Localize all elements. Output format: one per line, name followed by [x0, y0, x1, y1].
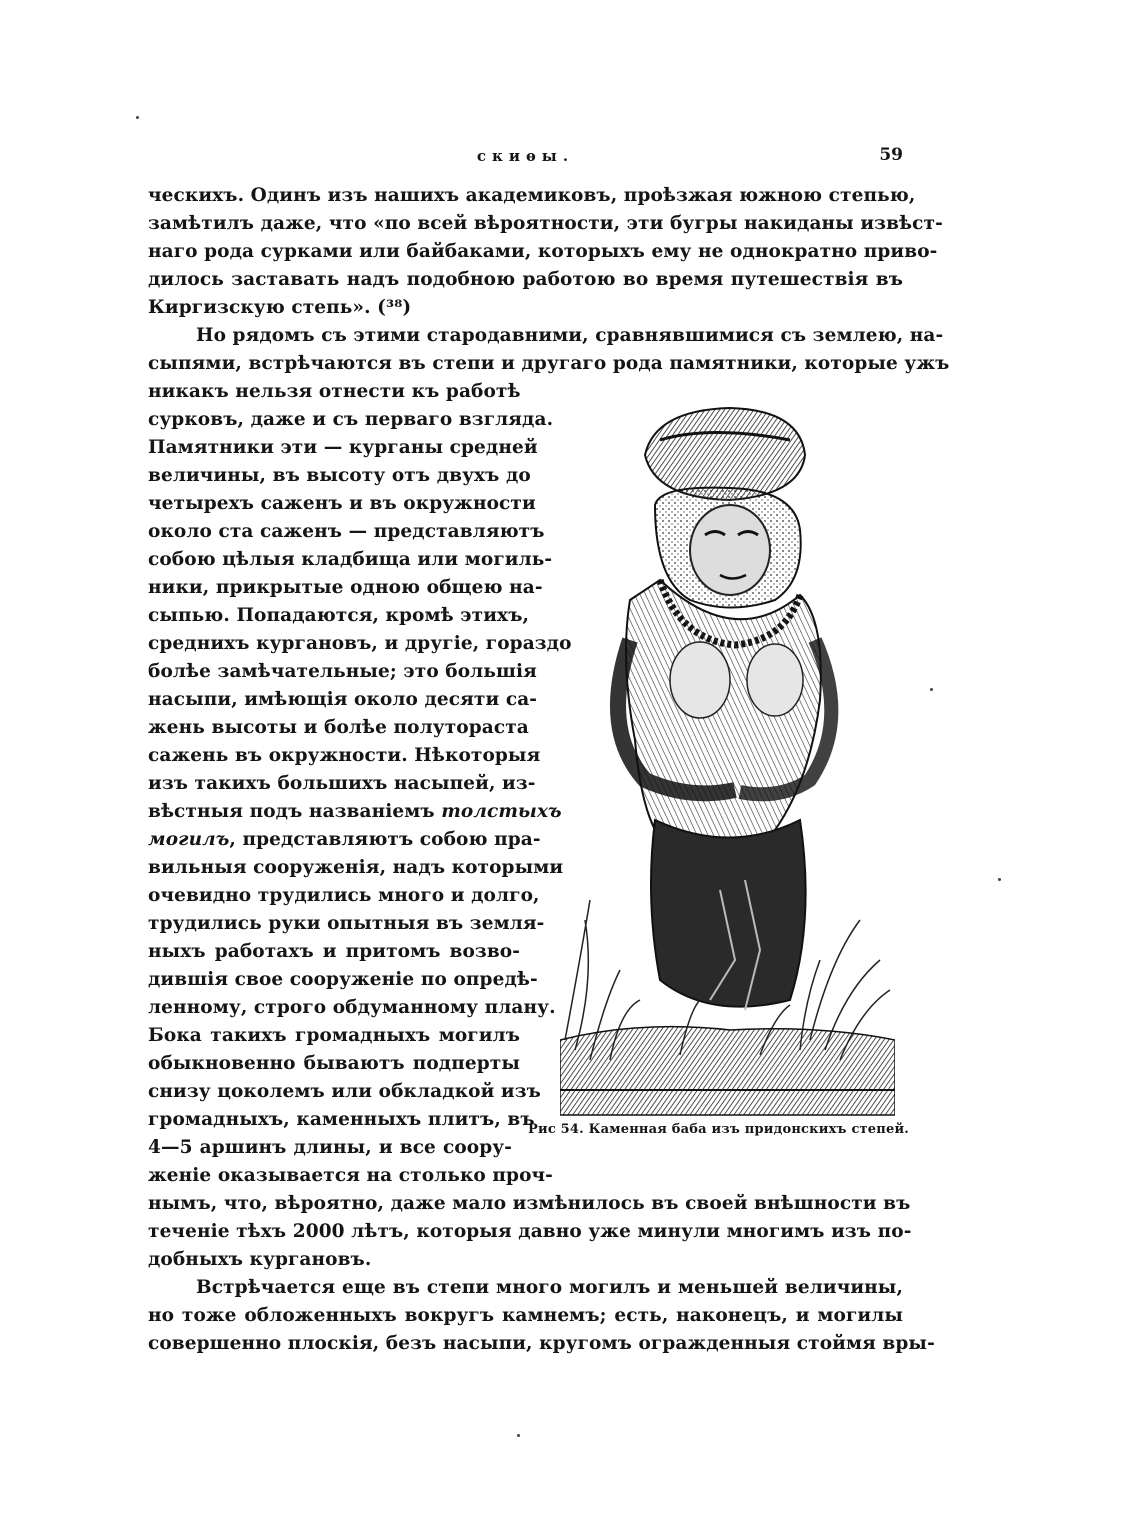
text-line: вильныя сооруженія, надъ которыми	[148, 857, 564, 878]
text-line: сыпью. Попадаются, кромѣ этихъ,	[148, 605, 530, 626]
text-line: женіе оказывается на столько проч-	[148, 1165, 553, 1186]
text-line: никакъ нельзя отнести къ работѣ	[148, 381, 521, 402]
text-line: Бока такихъ громадныхъ могилъ	[148, 1025, 520, 1046]
italic-term: могилъ	[148, 829, 230, 850]
text-line: дившія свое сооруженіе по опредѣ-	[148, 969, 538, 990]
stone-statue-illustration	[560, 400, 895, 1120]
text-line: ленному, строго обдуманному плану.	[148, 997, 556, 1018]
scan-speck	[930, 688, 933, 691]
text-run: , представляютъ собою пра-	[229, 829, 541, 850]
page-header	[148, 143, 903, 171]
text-run: вѣстныя подъ названіемъ	[148, 801, 442, 822]
text-line: величины, въ высоту отъ двухъ до	[148, 465, 531, 486]
italic-term: толстыхъ	[441, 801, 562, 822]
text-line	[148, 798, 562, 826]
text-line: сажень въ окружности. Нѣкоторыя	[148, 745, 541, 766]
text-line: снизу цоколемъ или обкладкой изъ	[148, 1081, 541, 1102]
text-line: изъ такихъ большихъ насыпей, из-	[148, 773, 536, 794]
text-line: наго рода сурками или байбаками, которыхъ ему не однократно приво-	[148, 241, 938, 262]
text-line: сыпями, встрѣчаются въ степи и другаго рода памятники, которые ужъ	[148, 353, 950, 374]
text-line	[148, 826, 541, 854]
scan-speck	[998, 878, 1001, 881]
text-line: около ста саженъ — представляютъ	[148, 521, 545, 542]
running-title: скиѳы.	[476, 147, 575, 165]
text-line: трудились руки опытныя въ земля-	[148, 913, 545, 934]
scan-speck	[517, 1434, 520, 1437]
text-line: Киргизскую степь». (³⁸)	[148, 297, 412, 318]
page-number: 59	[879, 145, 903, 165]
text-line: жень высоты и болѣе полутораста	[148, 717, 529, 738]
text-line: теченіе тѣхъ 2000 лѣтъ, которыя давно уже минули многимъ изъ по-	[148, 1221, 912, 1242]
text-line: Но рядомъ съ этими стародавними, сравнявшимися съ землею, на-	[196, 325, 944, 346]
text-line: нымъ, что, вѣроятно, даже мало измѣнилось въ своей внѣшности въ	[148, 1193, 911, 1214]
text-line: четырехъ саженъ и въ окружности	[148, 493, 536, 514]
text-line: совершенно плоскія, безъ насыпи, кругомъ огражденныя стоймя вры-	[148, 1333, 935, 1354]
text-line: добныхъ кургановъ.	[148, 1249, 372, 1270]
text-line: Встрѣчается еще въ степи много могилъ и меньшей величины,	[196, 1277, 903, 1298]
text-line: 4—5 аршинъ длины, и все соору-	[148, 1137, 512, 1158]
text-line: ники, прикрытые одною общею на-	[148, 577, 543, 598]
text-line: среднихъ кургановъ, и другіе, гораздо	[148, 633, 572, 654]
text-line: очевидно трудились много и долго,	[148, 885, 540, 906]
scan-speck	[136, 116, 139, 119]
text-line: сурковъ, даже и съ перваго взгляда.	[148, 409, 554, 430]
text-line: ныхъ работахъ и притомъ возво-	[148, 941, 520, 962]
text-line: дилось заставать надъ подобною работою во время путешествія въ	[148, 269, 903, 290]
text-line: громадныхъ, каменныхъ плитъ, въ	[148, 1109, 535, 1130]
figure-caption: Рис 54. Каменная баба изъ придонскихъ степей.	[528, 1122, 910, 1137]
text-line: замѣтилъ даже, что «по всей вѣроятности, эти бугры накиданы извѣст-	[148, 213, 943, 234]
text-line: болѣе замѣчательные; это большія	[148, 661, 537, 682]
text-line: Памятники эти — курганы средней	[148, 437, 538, 458]
text-line: собою цѣлыя кладбища или могиль-	[148, 549, 553, 570]
text-line: обыкновенно бываютъ подперты	[148, 1053, 520, 1074]
text-line: но тоже обложенныхъ вокругъ камнемъ; есть, наконецъ, и могилы	[148, 1305, 903, 1326]
text-line: ческихъ. Одинъ изъ нашихъ академиковъ, проѣзжая южною степью,	[148, 185, 916, 206]
text-line: насыпи, имѣющія около десяти са-	[148, 689, 538, 710]
